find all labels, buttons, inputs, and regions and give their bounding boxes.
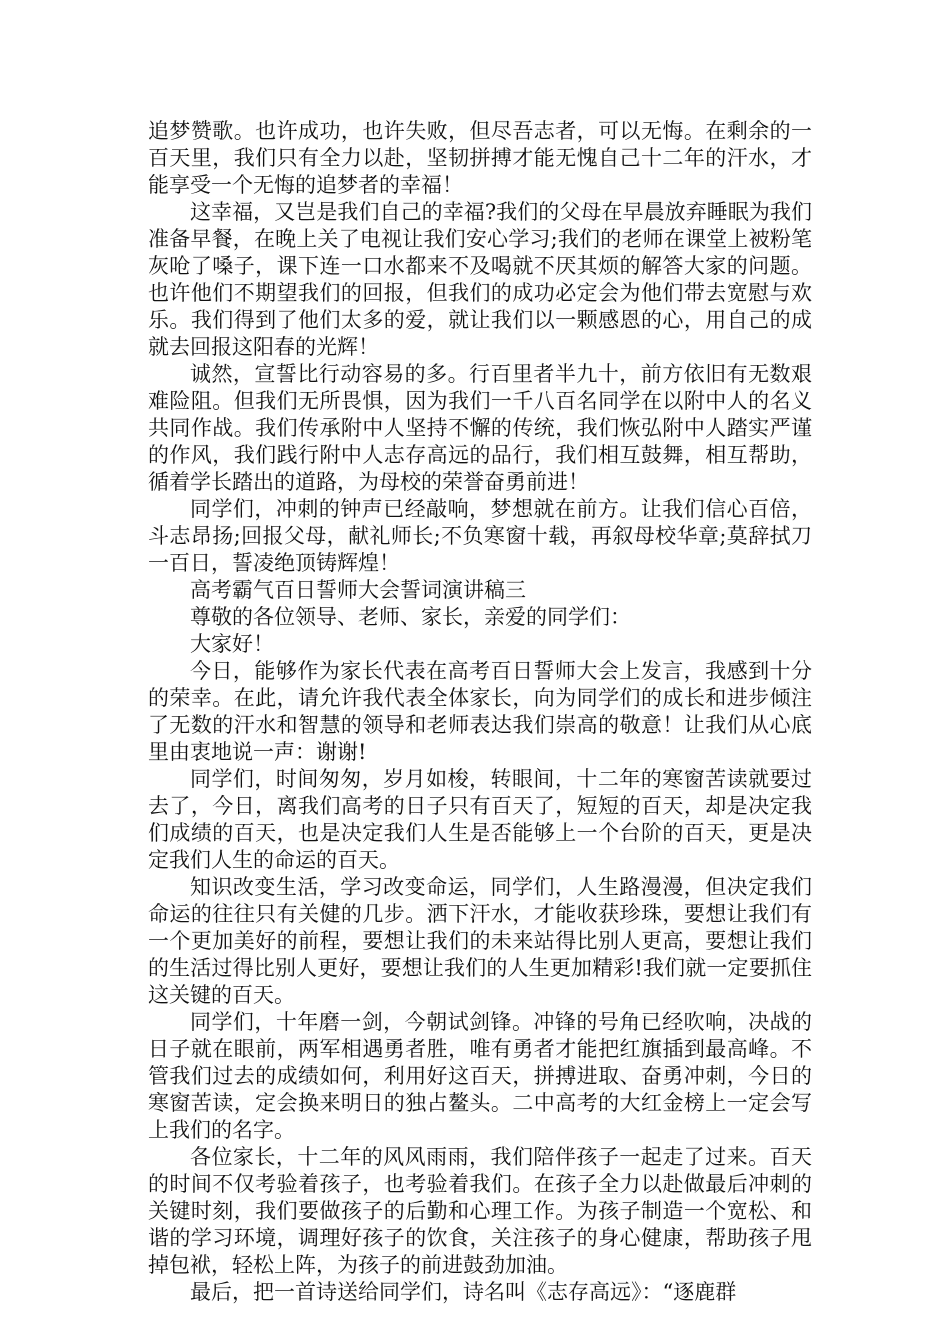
paragraph-9: 同学们，时间匆匆，岁月如梭，转眼间，十二年的寒窗苦读就要过去了，今日，离我们高考的日子只有百天了，短短的百天，却是决定我们成绩的百天，也是决定我们人生是否能够上一个台阶的百天，更是决定我们人生的命运的百天。 [148,767,812,872]
document-page [148,118,812,1306]
section-heading: 高考霸气百日誓师大会誓词演讲稿三 [190,578,526,602]
paragraph-12: 各位家长，十二年的风风雨雨，我们陪伴孩子一起走了过来。百天的时间不仅考验着孩子，也考验着我们。在孩子全力以赴做最后冲刺的关键时刻，我们要做孩子的后勤和心理工作。为孩子制造一个宽松、和谐的学习环境，调理好孩子的饮食，关注孩子的身心健康，帮助孩子甩掉包袱，轻松上阵，为孩子的前进鼓劲加油。 [148,1145,812,1277]
paragraph-8: 今日，能够作为家长代表在高考百日誓师大会上发言，我感到十分的荣幸。在此，请允许我代表全体家长，向为同学们的成长和进步倾注了无数的汗水和智慧的领导和老师表达我们崇高的敬意！让我们从心底里由衷地说一声：谢谢! [148,659,812,764]
paragraph-4: 同学们，冲刺的钟声已经敲响，梦想就在前方。让我们信心百倍，斗志昂扬;回报父母，献礼师长;不负寒窗十载，再叙母校华章;莫辞拭刀一百日，誓凌绝顶铸辉煌！ [148,497,812,575]
paragraph-3: 诚然，宣誓比行动容易的多。行百里者半九十，前方依旧有无数艰难险阻。但我们无所畏惧，因为我们一千八百名同学在以附中人的名义共同作战。我们传承附中人坚持不懈的传统，我们恢弘附中人踏实严谨的作风，我们践行附中人志存高远的品行，我们相互鼓舞，相互帮助，循着学长踏出的道路，为母校的荣誉奋勇前进！ [148,362,812,494]
paragraph-2: 这幸福，又岂是我们自己的幸福?我们的父母在早晨放弃睡眠为我们准备早餐，在晚上关了电视让我们安心学习;我们的老师在课堂上被粉笔灰呛了嗓子，课下连一口水都来不及喝就不厌其烦的解答大家的问题。也许他们不期望我们的回报，但我们的成功必定会为他们带去宽慰与欢乐。我们得到了他们太多的爱，就让我们以一颗感恩的心，用自己的成就去回报这阳春的光辉！ [148,200,812,359]
paragraph-11: 同学们，十年磨一剑，今朝试剑锋。冲锋的号角已经吹响，决战的日子就在眼前，两军相遇勇者胜，唯有勇者才能把红旗插到最高峰。不管我们过去的成绩如何，利用好这百天，拼搏进取、奋勇冲刺，今日的寒窗苦读，定会换来明日的独占鳌头。二中高考的大红金榜上一定会写上我们的名字。 [148,1010,812,1142]
paragraph-13: 最后，把一首诗送给同学们，诗名叫《志存高远》：“逐鹿群 [190,1280,737,1304]
paragraph-10: 知识改变生活，学习改变命运，同学们，人生路漫漫，但决定我们命运的往往只有关健的几步。洒下汗水，才能收获珍珠，要想让我们有一个更加美好的前程，要想让我们的未来站得比别人更高，要想让我们的生活过得比别人更好，要想让我们的人生更加精彩!我们就一定要抓住这关键的百天。 [148,875,812,1007]
greeting: 大家好！ [190,632,274,656]
paragraph-1: 追梦赞歌。也许成功，也许失败，但尽吾志者，可以无悔。在剩余的一百天里，我们只有全力以赴，坚韧拼搏才能无愧自己十二年的汗水，才能享受一个无悔的追梦者的幸福！ [148,119,812,197]
salutation: 尊敬的各位领导、老师、家长，亲爱的同学们： [190,605,631,629]
